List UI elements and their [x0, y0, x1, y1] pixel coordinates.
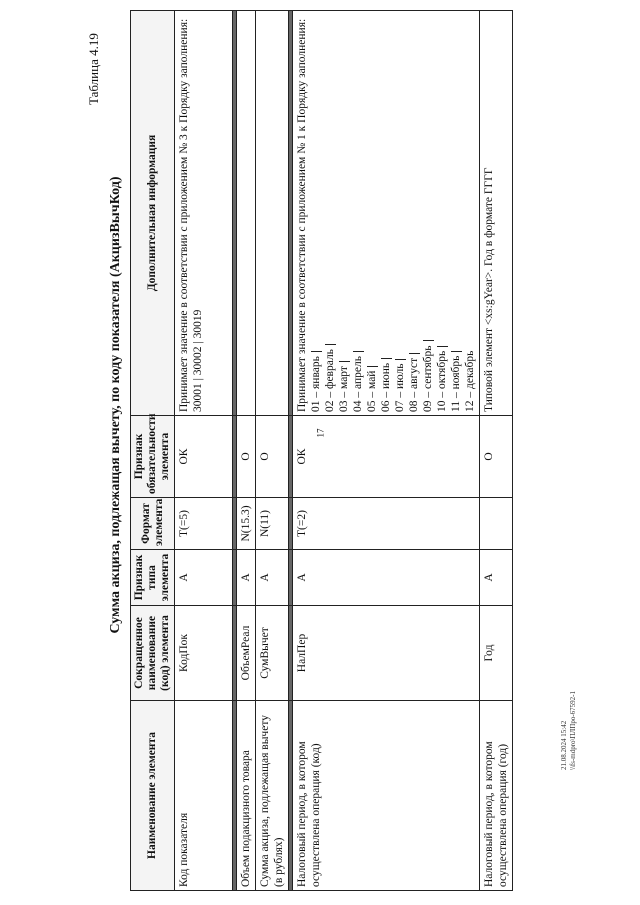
cell-type: А	[175, 550, 233, 606]
table-row	[175, 11, 233, 891]
cell-format: T(=2)	[293, 498, 480, 550]
month-item: 01 – январь	[309, 14, 323, 412]
month-item: 03 – март	[337, 14, 351, 412]
cell-short: СумВычет	[256, 606, 289, 701]
cell-required: ОК	[293, 416, 480, 498]
info-intro: Принимает значение в соответствии с приложением № 1 к Порядку заполнения:	[296, 18, 308, 412]
header-short: Сокращенное наименование (код) элемента	[131, 606, 175, 701]
month-item: 06 – июнь	[379, 14, 393, 412]
cell-info: Типовой элемент <xs:gYear>. Год в формате ГГГГ	[480, 11, 513, 416]
header-required: Признак обязательности элемента	[131, 416, 175, 498]
cell-short: Год	[480, 606, 513, 701]
cell-type: А	[293, 550, 480, 606]
cell-name: Объем подакцизного товара	[237, 701, 256, 891]
cell-type: А	[237, 550, 256, 606]
cell-short: НалПер	[293, 606, 480, 701]
cell-info	[293, 11, 480, 416]
header-type: Признак типа элемента	[131, 550, 175, 606]
document-title: Сумма акциза, подлежащая вычету, по коду показателя (АкцизВычКод)	[108, 176, 123, 634]
cell-type: А	[480, 550, 513, 606]
cell-name: Код показателя	[175, 701, 233, 891]
cell-format: T(=5)	[175, 498, 233, 550]
month-item: 05 – май	[365, 14, 379, 412]
header-info: Дополнительная информация	[131, 11, 175, 416]
table-header-row	[131, 11, 175, 891]
cell-info	[256, 11, 289, 416]
page-number: 17	[315, 428, 326, 438]
cell-type: А	[256, 550, 289, 606]
cell-short: ОбъемРеал	[237, 606, 256, 701]
month-item: 08 – август	[407, 14, 421, 412]
table-row	[293, 11, 480, 891]
cell-required: О	[256, 416, 289, 498]
cell-info	[237, 11, 256, 416]
stamp-line-1: 21.08.2024 15:42	[560, 720, 568, 770]
table-row	[237, 11, 256, 891]
cell-short: КодПок	[175, 606, 233, 701]
cell-info: Принимает значение в соответствии с приложением № 3 к Порядку заполнения: 30001 | 30002 | 30019	[175, 11, 233, 416]
month-list	[309, 14, 477, 412]
stamp-line-2: \\fs-mdpro\ПЛПро-67592-1	[569, 690, 577, 770]
cell-name: Налоговый период, в котором осуществлена операция (год)	[480, 701, 513, 891]
table-row	[480, 11, 513, 891]
month-item: 09 – сентябрь	[421, 14, 435, 412]
elements-table	[130, 10, 513, 891]
cell-required: О	[480, 416, 513, 498]
month-item: 04 – апрель	[351, 14, 365, 412]
month-item: 07 – июль	[393, 14, 407, 412]
month-item: 11 – ноябрь	[449, 14, 463, 412]
table-row	[256, 11, 289, 891]
month-item: 10 – октябрь	[435, 14, 449, 412]
cell-required: ОК	[175, 416, 233, 498]
cell-format: N(11)	[256, 498, 289, 550]
cell-required: О	[237, 416, 256, 498]
cell-name: Сумма акциза, подлежащая вычету (в рублях)	[256, 701, 289, 891]
cell-name: Налоговый период, в котором осуществлена операция (код)	[293, 701, 480, 891]
month-item: 12 – декабрь	[464, 350, 476, 412]
month-item: 02 – февраль	[323, 14, 337, 412]
cell-format	[480, 498, 513, 550]
header-format: Формат элемента	[131, 498, 175, 550]
table-label: Таблица 4.19	[86, 33, 101, 105]
header-name: Наименование элемента	[131, 701, 175, 891]
cell-format: N(15.3)	[237, 498, 256, 550]
